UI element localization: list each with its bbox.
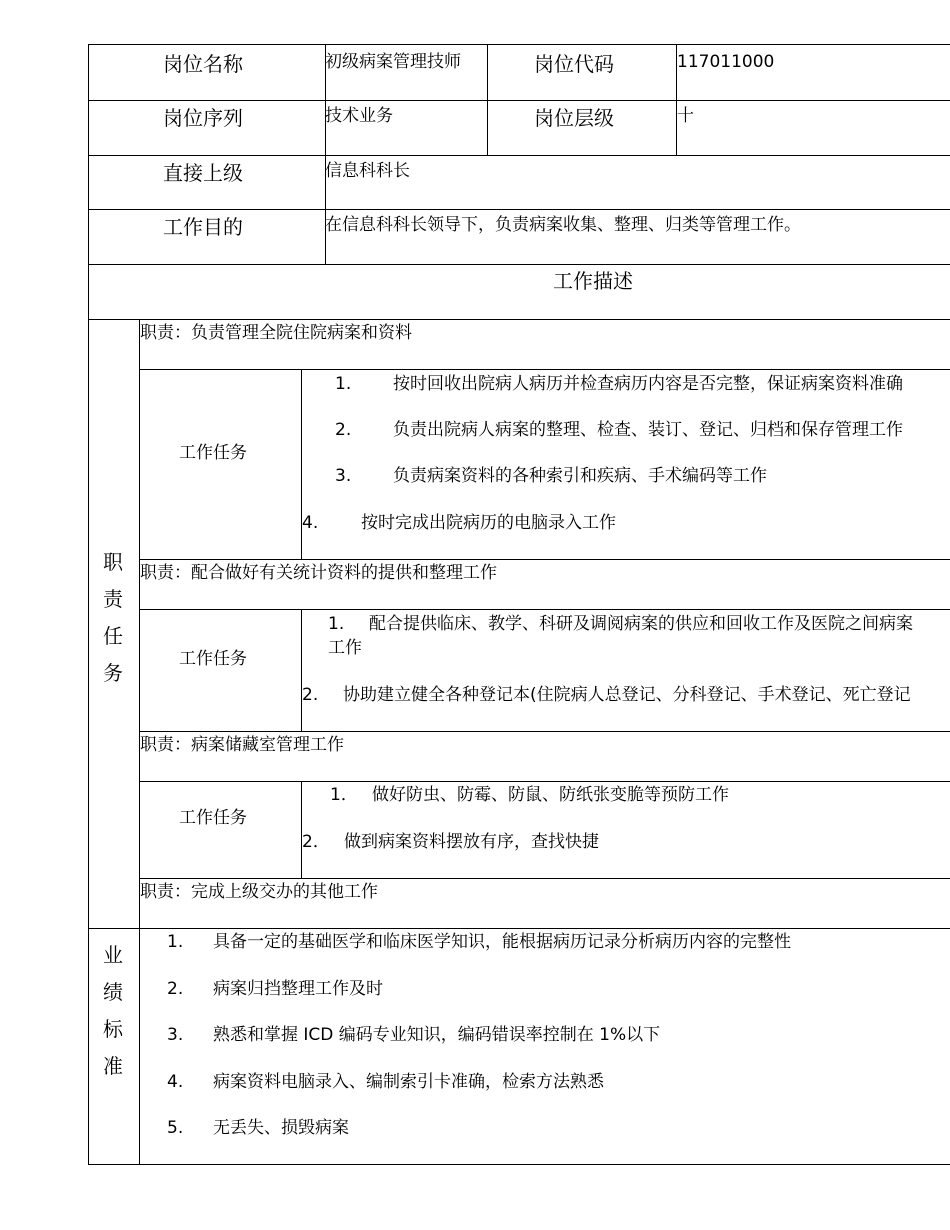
table-rule: [139, 878, 950, 879]
duty-title: 职责：配合做好有关统计资料的提供和整理工作: [140, 563, 497, 583]
task-number: 1.: [328, 614, 345, 634]
table-border-left: [88, 44, 89, 1165]
task-text: 协助建立健全各种登记本(住院病人总登记、分科登记、手术登记、死亡登记: [343, 685, 911, 705]
performance-item: 病案资料电脑录入、编制索引卡准确，检索方法熟悉: [213, 1072, 604, 1092]
duty-label-char: 责: [103, 587, 123, 611]
performance-number: 2.: [167, 979, 184, 999]
task-number: 4.: [302, 513, 319, 533]
post-code-value: 117011000: [677, 52, 775, 72]
performance-label-char: 绩: [103, 980, 123, 1004]
duty-title: 职责：负责管理全院住院病案和资料: [140, 323, 412, 343]
task-number: 1.: [335, 374, 352, 394]
table-border-bottom: [88, 1164, 950, 1165]
duty-label-char: 职: [103, 550, 123, 574]
superior-value: 信息科科长: [325, 161, 410, 181]
purpose-value: 在信息科科长领导下，负责病案收集、整理、归类等管理工作。: [325, 215, 801, 235]
table-rule: [139, 609, 950, 610]
task-text-continuation: 工作: [328, 638, 362, 658]
task-text: 按时回收出院病人病历并检查病历内容是否完整，保证病案资料准确: [393, 374, 903, 394]
table-rule: [88, 928, 950, 929]
performance-label-char: 准: [103, 1054, 123, 1078]
task-number: 1．: [330, 785, 358, 805]
post-name-value: 初级病案管理技师: [325, 52, 461, 72]
purpose-label: 工作目的: [163, 215, 243, 239]
table-rule: [88, 264, 950, 265]
task-number: 2.: [302, 685, 319, 705]
table-rule: [139, 731, 950, 732]
task-number: 2．: [302, 832, 330, 852]
table-rule: [301, 781, 302, 879]
task-label: 工作任务: [179, 443, 247, 463]
post-code-label: 岗位代码: [534, 52, 614, 76]
table-rule: [88, 319, 950, 320]
performance-item: 具备一定的基础医学和临床医学知识，能根据病历记录分析病历内容的完整性: [213, 932, 791, 952]
table-rule: [487, 44, 488, 156]
task-number: 2.: [335, 420, 352, 440]
table-rule: [88, 155, 950, 156]
performance-item: 病案归挡整理工作及时: [213, 979, 383, 999]
task-text: 负责病案资料的各种索引和疾病、手术编码等工作: [393, 466, 767, 486]
post-name-label: 岗位名称: [163, 52, 243, 76]
table-rule: [139, 369, 950, 370]
task-text: 做好防虫、防霉、防鼠、防纸张变脆等预防工作: [372, 785, 729, 805]
post-level-value: 十: [677, 106, 694, 126]
performance-number: 3.: [167, 1025, 184, 1045]
post-sequence-label: 岗位序列: [163, 106, 243, 130]
work-description-title: 工作描述: [553, 269, 633, 293]
table-rule: [88, 100, 950, 101]
performance-number: 1.: [167, 932, 184, 952]
duty-label-char: 任: [103, 624, 123, 648]
task-label: 工作任务: [179, 649, 247, 669]
task-label: 工作任务: [179, 808, 247, 828]
table-rule: [301, 609, 302, 732]
performance-number: 4.: [167, 1072, 184, 1092]
duty-title: 职责：完成上级交办的其他工作: [140, 882, 378, 902]
task-text: 配合提供临床、教学、科研及调阅病案的供应和回收工作及医院之间病案: [369, 614, 913, 634]
performance-number: 5.: [167, 1118, 184, 1138]
superior-label: 直接上级: [163, 161, 243, 185]
table-rule: [139, 781, 950, 782]
table-rule: [139, 559, 950, 560]
performance-item: 无丢失、损毁病案: [213, 1118, 349, 1138]
performance-item: 熟悉和掌握 ICD 编码专业知识，编码错误率控制在 1%以下: [213, 1025, 661, 1045]
task-text: 按时完成出院病历的电脑录入工作: [361, 513, 616, 533]
performance-label-char: 业: [103, 943, 123, 967]
duty-label-char: 务: [103, 661, 123, 685]
post-sequence-value: 技术业务: [325, 106, 393, 126]
duty-title: 职责：病案储藏室管理工作: [140, 735, 344, 755]
task-number: 3.: [335, 466, 352, 486]
task-text: 做到病案资料摆放有序，查找快捷: [344, 832, 599, 852]
task-text: 负责出院病人病案的整理、检查、装订、登记、归档和保存管理工作: [393, 420, 903, 440]
table-rule: [88, 209, 950, 210]
post-level-label: 岗位层级: [534, 106, 614, 130]
performance-label-char: 标: [103, 1017, 123, 1041]
table-border-top: [88, 44, 950, 45]
